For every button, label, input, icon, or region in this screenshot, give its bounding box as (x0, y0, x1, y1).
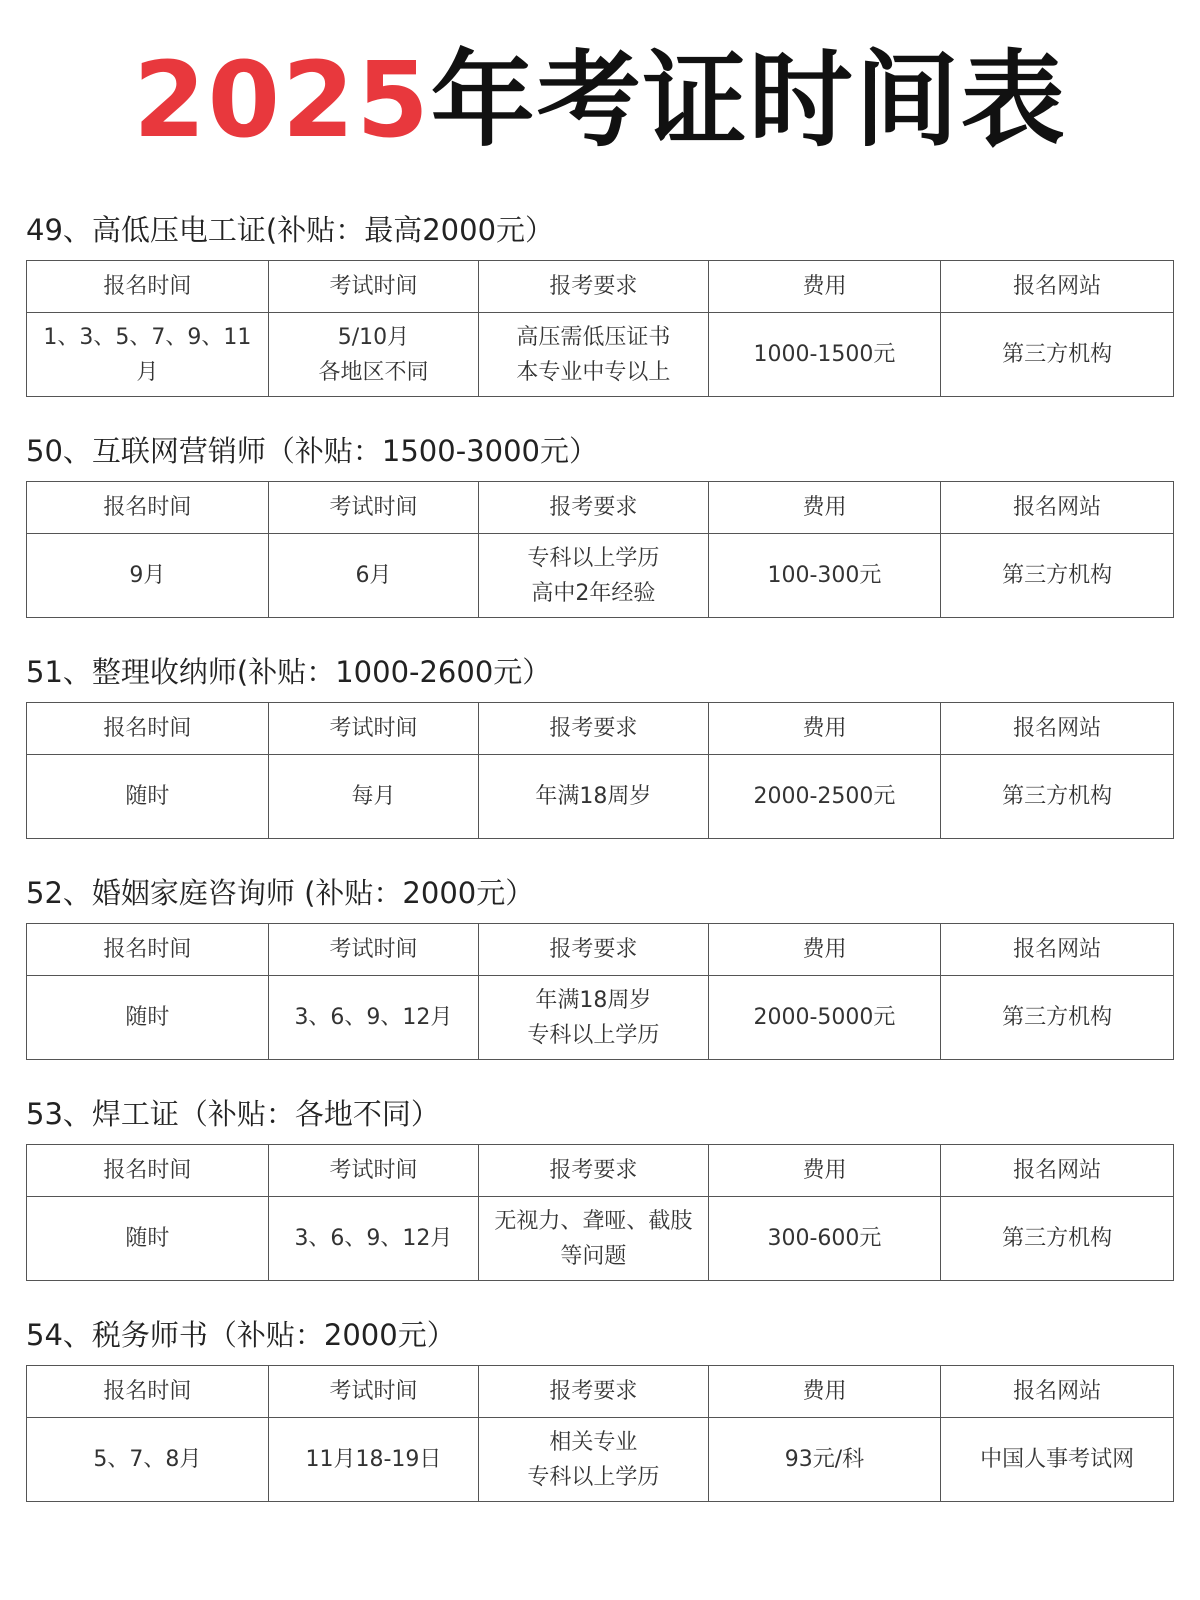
cell-line: 本专业中专以上 (516, 359, 671, 385)
fee-cell (708, 313, 941, 397)
cell-line: 5/10月 (337, 324, 410, 350)
table-header-row (27, 1145, 1174, 1197)
requirement-cell (479, 1418, 709, 1502)
column-header: 费用 (708, 703, 941, 755)
cell-line: 第三方机构 (1002, 784, 1113, 809)
cell-line: 随时 (125, 784, 170, 809)
column-header: 报名时间 (27, 482, 269, 534)
registration-cell (27, 755, 269, 839)
cert-table (26, 1144, 1174, 1281)
column-header: 考试时间 (268, 924, 478, 976)
table-row (27, 1418, 1174, 1502)
column-header: 费用 (708, 924, 941, 976)
cell-line: 高中2年经验 (531, 580, 656, 606)
title-text: 年考证时间表 (430, 39, 1067, 161)
cert-table (26, 481, 1174, 618)
website-cell (941, 755, 1174, 839)
column-header: 考试时间 (268, 1366, 478, 1418)
fee-cell (708, 1418, 941, 1502)
requirement-cell (479, 1197, 709, 1281)
column-header: 报名网站 (941, 1145, 1174, 1197)
website-cell (941, 976, 1174, 1060)
column-header: 报考要求 (479, 1366, 709, 1418)
cert-section (26, 1315, 1174, 1502)
exam-cell (268, 1418, 478, 1502)
fee-cell (708, 755, 941, 839)
cell-line: 年满18周岁 (535, 784, 652, 809)
requirement-cell (479, 534, 709, 618)
column-header: 考试时间 (268, 703, 478, 755)
fee-cell (708, 534, 941, 618)
cell-line: 专科以上学历 (527, 1464, 660, 1490)
section-heading: 50、互联网营销师（补贴：1500-3000元） (26, 434, 598, 468)
column-header: 报名网站 (941, 703, 1174, 755)
column-header: 费用 (708, 1366, 941, 1418)
table-header-row (27, 261, 1174, 313)
cell-line: 9月 (129, 563, 166, 588)
fee-cell (708, 976, 941, 1060)
cell-line: 随时 (125, 1005, 170, 1030)
table-header-row (27, 703, 1174, 755)
cell-line: 中国人事考试网 (980, 1447, 1135, 1472)
cell-line: 高压需低压证书 (516, 324, 671, 350)
section-heading: 51、整理收纳师(补贴：1000-2600元） (26, 655, 552, 689)
column-header: 考试时间 (268, 1145, 478, 1197)
cell-line: 11月18-19日 (305, 1447, 442, 1472)
column-header: 报名网站 (941, 924, 1174, 976)
registration-cell (27, 976, 269, 1060)
table-row (27, 755, 1174, 839)
registration-cell (27, 534, 269, 618)
requirement-cell (479, 976, 709, 1060)
requirement-cell (479, 755, 709, 839)
cell-line: 3、6、9、12月 (294, 1226, 453, 1251)
cell-line: 专科以上学历 (527, 545, 660, 571)
column-header: 报考要求 (479, 924, 709, 976)
section-heading: 54、税务师书（补贴：2000元） (26, 1318, 456, 1352)
column-header: 考试时间 (268, 482, 478, 534)
cell-line: 2000-5000元 (753, 1005, 896, 1030)
website-cell (941, 313, 1174, 397)
exam-cell (268, 313, 478, 397)
cert-section (26, 1094, 1174, 1281)
table-row (27, 534, 1174, 618)
column-header: 报名时间 (27, 1366, 269, 1418)
section-heading: 49、高低压电工证(补贴：最高2000元） (26, 213, 555, 247)
column-header: 考试时间 (268, 261, 478, 313)
column-header: 费用 (708, 482, 941, 534)
cell-line: 5、7、8月 (93, 1447, 202, 1472)
cert-table (26, 260, 1174, 397)
table-header-row (27, 924, 1174, 976)
cert-table (26, 923, 1174, 1060)
cell-line: 年满18周岁 (535, 987, 652, 1013)
section-heading: 53、焊工证（补贴：各地不同） (26, 1097, 440, 1131)
cert-section (26, 431, 1174, 618)
cell-line: 第三方机构 (1002, 563, 1113, 588)
title-year: 2025 (133, 39, 431, 161)
cell-line: 月 (136, 359, 159, 385)
page-title (0, 40, 1200, 160)
cell-line: 93元/科 (784, 1447, 865, 1472)
column-header: 报考要求 (479, 703, 709, 755)
section-heading: 52、婚姻家庭咨询师 (补贴：2000元） (26, 876, 535, 910)
cell-line: 300-600元 (767, 1226, 882, 1251)
cell-line: 专科以上学历 (527, 1022, 660, 1048)
exam-cell (268, 1197, 478, 1281)
registration-cell (27, 1418, 269, 1502)
cell-line: 1、3、5、7、9、11 (43, 324, 252, 350)
column-header: 报名时间 (27, 703, 269, 755)
requirement-cell (479, 313, 709, 397)
table-row (27, 976, 1174, 1060)
table-header-row (27, 1366, 1174, 1418)
cell-line: 2000-2500元 (753, 784, 896, 809)
registration-cell (27, 1197, 269, 1281)
cell-line: 3、6、9、12月 (294, 1005, 453, 1030)
cert-table (26, 1365, 1174, 1502)
exam-cell (268, 755, 478, 839)
table-header-row (27, 482, 1174, 534)
table-row (27, 313, 1174, 397)
table-row (27, 1197, 1174, 1281)
cell-line: 等问题 (560, 1243, 627, 1269)
exam-cell (268, 976, 478, 1060)
cert-table (26, 702, 1174, 839)
cell-line: 各地区不同 (318, 359, 429, 385)
column-header: 报考要求 (479, 1145, 709, 1197)
website-cell (941, 1418, 1174, 1502)
cert-section (26, 210, 1174, 397)
cell-line: 每月 (351, 784, 396, 809)
column-header: 费用 (708, 261, 941, 313)
cert-section (26, 652, 1174, 839)
column-header: 报名时间 (27, 261, 269, 313)
column-header: 报考要求 (479, 482, 709, 534)
cell-line: 第三方机构 (1002, 1226, 1113, 1251)
column-header: 报名网站 (941, 261, 1174, 313)
cert-section (26, 873, 1174, 1060)
fee-cell (708, 1197, 941, 1281)
column-header: 报名网站 (941, 482, 1174, 534)
website-cell (941, 1197, 1174, 1281)
cell-line: 相关专业 (549, 1429, 638, 1455)
registration-cell (27, 313, 269, 397)
cell-line: 100-300元 (767, 563, 882, 588)
column-header: 报名网站 (941, 1366, 1174, 1418)
cell-line: 无视力、聋哑、截肢 (494, 1208, 693, 1234)
column-header: 报考要求 (479, 261, 709, 313)
cell-line: 第三方机构 (1002, 1005, 1113, 1030)
cell-line: 6月 (355, 563, 392, 588)
cell-line: 1000-1500元 (753, 342, 896, 367)
website-cell (941, 534, 1174, 618)
cell-line: 第三方机构 (1002, 342, 1113, 367)
column-header: 报名时间 (27, 1145, 269, 1197)
cell-line: 随时 (125, 1226, 170, 1251)
column-header: 报名时间 (27, 924, 269, 976)
exam-cell (268, 534, 478, 618)
column-header: 费用 (708, 1145, 941, 1197)
